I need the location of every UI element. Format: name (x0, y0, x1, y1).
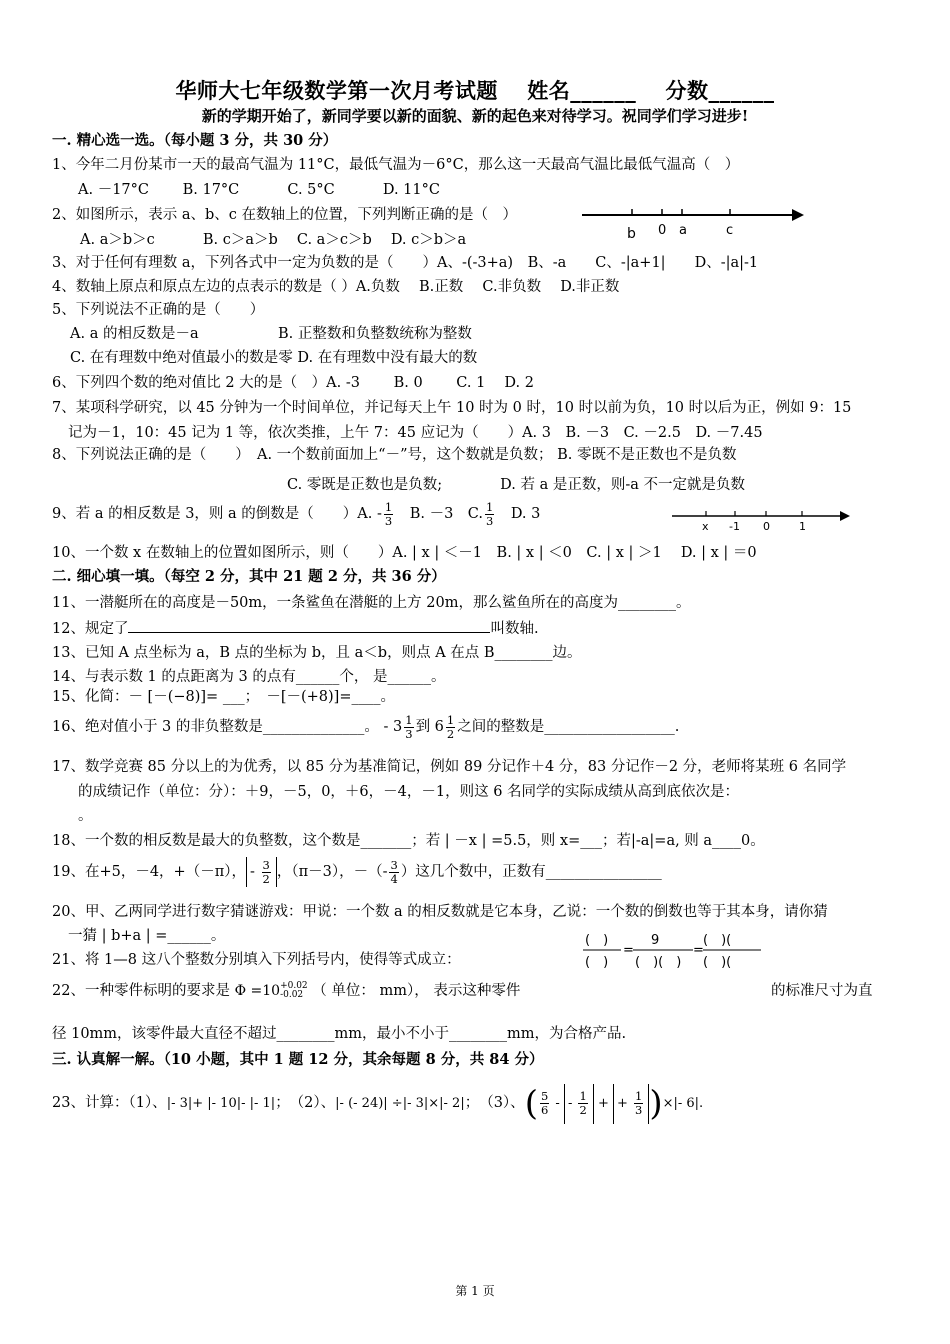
question-19-mid: ，（π－3），－（- (276, 864, 388, 880)
label-zero: 0 (658, 223, 667, 238)
fraction-one-third (634, 1090, 643, 1117)
numerator: 1 (579, 1089, 587, 1103)
question-4: 4、数轴上原点和原点左边的点表示的数是（ ）A.负数 B.正数 C.非负数 D.非正数 (52, 279, 620, 295)
question-20-line-2: 一猜 | b+a | =______。 (68, 928, 226, 944)
fraction-one-third-b (485, 501, 494, 528)
lower-tolerance: -0.02 (280, 990, 304, 1000)
question-19-tail: ）这几个数中，正数有________________ (400, 864, 662, 880)
denominator: 3 (486, 513, 494, 528)
question-8-line-2: C. 零既是正数也是负数; D. 若 a 是正数，则-a 不一定就是负数 (287, 477, 746, 493)
expression-3: ( $\frac{5}{6}$ - - $\frac{1}{2}$ + + $\frac{1}{3}$ )×|- 6|. (524, 1083, 704, 1124)
label-one: 1 (799, 520, 806, 533)
numerator: 3 (390, 857, 398, 872)
numerator: 1 (635, 1089, 643, 1103)
page-title: 华师大七年级数学第一次月考试题 姓名______ 分数______ (175, 78, 775, 103)
denominator: 2 (579, 1103, 587, 1117)
question-19-text: 19、在+5，－4，+（－π）， (52, 864, 246, 880)
upper-tolerance: +0.02 (280, 981, 308, 991)
question-9 (52, 500, 540, 528)
denominator: 4 (390, 871, 398, 886)
question-9-text-b: B. －3 C. (395, 506, 483, 522)
svg-text:( )(: ( )( (703, 955, 732, 970)
svg-text:( ): ( ) (585, 955, 609, 970)
question-16 (52, 712, 679, 742)
fraction-one-third (404, 714, 413, 741)
absolute-value: + $\frac{1}{3}$ (613, 1084, 649, 1124)
question-12-tail: 叫数轴. (490, 621, 539, 637)
label-zero: 0 (763, 520, 770, 533)
svg-text:=: = (623, 943, 634, 958)
section-3-heading: 三. 认真解一解。（10 小题，其中 1 题 12 分，其余每题 8 分，共 84 分） (52, 1051, 544, 1068)
question-21: 21、将 1—8 这八个整数分别填入下列括号内，使得等式成立： (52, 952, 461, 968)
label-x: x (702, 520, 709, 533)
numerator: 3 (262, 857, 270, 872)
svg-text:=: = (693, 943, 704, 958)
absolute-value: - $\frac{3}{2}$ (246, 857, 277, 887)
denominator: 2 (262, 871, 270, 886)
numerator: 1 (384, 499, 393, 514)
question-15: 15、化简：－ [－(−8)]= ___； －[－(+8)]=____。 (52, 689, 395, 705)
tolerance-symbol: Φ =10 +0.02 -0.02 (234, 981, 308, 1000)
expression-3-tail: ×|- 6|. (662, 1096, 704, 1111)
question-20: 20、甲、乙两同学进行数字猜谜游戏：甲说：一个数 a 的相反数就是它本身，乙说：一个数的倒数也等于其本身，请你猜 (52, 904, 828, 920)
denominator: 3 (635, 1103, 643, 1117)
fraction-five-sixths (540, 1090, 549, 1117)
label-minus-one: -1 (729, 520, 740, 533)
numerator: 5 (540, 1089, 549, 1103)
denominator: 3 (405, 726, 413, 741)
question-22-line-2: 径 10mm，该零件最大直径不超过________mm，最小不小于________mm，为合格产品. (52, 1026, 627, 1042)
question-10: 10、一个数 x 在数轴上的位置如图所示，则（ ）A. | x | ＜－1 B. | x | ＜0 C. | x | ＞1 D. | x | ＝0 (52, 545, 757, 561)
numerator: 1 (446, 712, 455, 727)
numerator: 1 (486, 499, 494, 514)
svg-text:( ): ( ) (585, 933, 609, 948)
question-1: 1、今年二月份某市一天的最高气温为 11°C，最低气温为－6°C，那么这一天最高气温比最低气温高（ ） (52, 157, 740, 173)
question-17: 17、数学竞赛 85 分以上的为优秀，以 85 分为基准简记，例如 89 分记作＋4 分，83 分记作－2 分，老师将某班 6 名同学 (52, 759, 847, 775)
fraction-three-quarters (389, 859, 398, 886)
question-3: 3、对于任何有理数 a，下列各式中一定为负数的是（ ）A、-(-3+a) B、-a C、-|a+1| D、-|a|-1 (52, 255, 759, 271)
question-14: 14、与表示数 1 的点距离为 3 的点有______个， 是______。 (52, 669, 446, 685)
label-c: c (726, 223, 734, 238)
question-22-end: 的标准尺寸为直 (771, 983, 873, 999)
question-17-line-2: 的成绩记作（单位：分）：＋9，－5，0，＋6，－4，－1，则这 6 名同学的实际成绩从高到底依次是： (78, 784, 740, 800)
fraction-one-half (446, 714, 455, 741)
question-2-options: A. a＞b＞c B. c＞a＞b C. a＞c＞b D. c＞b＞a (80, 232, 467, 248)
label-b: b (627, 226, 636, 242)
subtitle: 新的学期开始了，新同学要以新的面貌、新的起色来对待学习。祝同学们学习进步! (201, 107, 749, 125)
question-9-text: 9、若 a 的相反数是 3，则 a 的倒数是（ ）A. - (52, 506, 382, 522)
question-1-options: A. －17°C B. 17°C C. 5°C D. 11°C (78, 182, 440, 198)
question-16-text: 16、绝对值小于 3 的非负整数是______________。 - 3 (52, 719, 403, 735)
base-value: 10 (262, 983, 281, 999)
number-line-x (672, 506, 857, 536)
question-5: 5、下列说法不正确的是（ ） (52, 302, 265, 318)
fraction-one-half (578, 1090, 587, 1117)
bracket-equation (583, 928, 763, 972)
denominator: 3 (384, 513, 393, 528)
question-23-mid: ； （2）、 (275, 1095, 336, 1111)
question-23 (52, 1083, 703, 1124)
question-16-tail: 之间的整数是__________________. (457, 719, 680, 735)
number-line-abc (582, 200, 812, 244)
question-12 (52, 618, 539, 639)
answer-blank[interactable] (128, 618, 490, 633)
denominator: 2 (446, 726, 455, 741)
question-5-option-a: A. a 的相反数是－a (70, 326, 199, 342)
question-23-text: 23、计算：（1）、 (52, 1095, 167, 1111)
question-18: 18、一个数的相反数是最大的负整数，这个数是_______；若 | －x | =5.5，则 x=___；若|-a|=a, 则 a____0。 (52, 833, 765, 849)
question-23-part-3: ； （3）、 (464, 1095, 525, 1111)
question-17-line-3: 。 (78, 808, 93, 824)
fraction-one-third (384, 501, 393, 528)
expression-1: |- 3|+ |- 10|- |- 1| (166, 1096, 276, 1111)
question-8: 8、下列说法正确的是（ ） A. 一个数前面加上“－”号，这个数就是负数； B. 零既不是正数也不是负数 (52, 447, 737, 463)
expression-2: |- (- 24)| ÷|- 3|×|- 2| (335, 1096, 465, 1111)
phi-symbol: Φ (234, 983, 247, 999)
question-22-text: 22、一种零件标明的要求是 (52, 983, 230, 999)
svg-text:( )(: ( )( (703, 933, 732, 948)
label-a: a (679, 223, 687, 238)
question-5-option-b: B. 正整数和负整数统称为整数 (278, 326, 472, 342)
question-9-text-c: D. 3 (496, 506, 541, 522)
svg-text:( )( ): ( )( ) (635, 955, 682, 970)
question-19 (52, 857, 662, 887)
question-11: 11、一潜艇所在的高度是－50m，一条鲨鱼在潜艇的上方 20m，那么鲨鱼所在的高度为________。 (52, 595, 691, 611)
question-6: 6、下列四个数的绝对值比 2 大的是（ ）A. -3 B. 0 C. 1 D. 2 (52, 375, 534, 391)
question-13: 13、已知 A 点坐标为 a，B 点的坐标为 b，且 a＜b，则点 A 在点 B________边。 (52, 645, 582, 661)
question-2: 2、如图所示，表示 a、b、c 在数轴上的位置，下列判断正确的是（ ） (52, 207, 517, 223)
question-22-mid: （ 单位： mm）， 表示这种零件 (312, 983, 521, 999)
question-7: 7、某项科学研究，以 45 分钟为一个时间单位，并记每天上午 10 时为 0 时，10 时以前为负，10 时以后为正，例如 9：15 (52, 400, 852, 416)
section-2-heading: 二. 细心填一填。（每空 2 分，其中 21 题 2 分，共 36 分） (52, 568, 446, 585)
fraction-three-halves (262, 859, 271, 886)
absolute-value: - $\frac{1}{2}$ (564, 1084, 594, 1124)
numerator: 1 (405, 712, 413, 727)
question-16-to: 到 6 (415, 719, 444, 735)
question-12-text: 12、规定了 (52, 621, 129, 637)
svg-text:9: 9 (651, 933, 660, 948)
section-1-heading: 一. 精心选一选。（每小题 3 分，共 30 分） (52, 132, 338, 149)
question-22 (52, 976, 520, 1006)
denominator: 6 (540, 1103, 549, 1117)
question-7-line-2: 记为－1，10：45 记为 1 等，依次类推，上午 7：45 应记为（ ）A. 3 B. －3 C. －2.5 D. －7.45 (68, 425, 763, 441)
page-number: 第 1 页 (455, 1284, 495, 1298)
question-5-options-cd: C. 在有理数中绝对值最小的数是零 D. 在有理数中没有最大的数 (70, 350, 478, 366)
